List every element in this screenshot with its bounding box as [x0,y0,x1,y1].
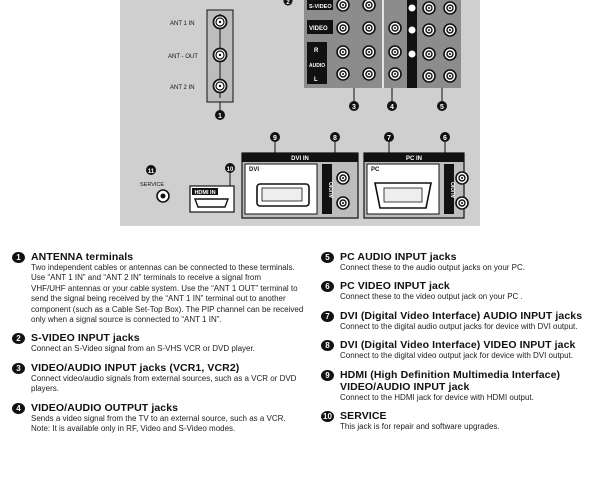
legend-title: S-VIDEO INPUT jacks [31,332,140,345]
callout-6: 6 [443,135,447,142]
legend-item-pc-audio [321,251,597,273]
label-pc-audio: AUDIO [451,181,457,199]
legend-description: Connect to the HDMI jack for device with HDMI output. [340,392,534,402]
legend-item-video-audio-output [12,402,302,435]
label-dvi: DVI [249,167,260,173]
label-pc-in: PC IN [405,156,423,162]
label-dvi-audio: AUDIO [329,181,335,199]
legend-title: PC AUDIO INPUT jacks [340,251,457,263]
legend-item-antenna [12,251,302,325]
legend-number: 10 [321,411,334,422]
legend-item-service [321,410,597,432]
callout-2: 2 [286,0,290,6]
legend-description: Connect to the digital video output jack for device with DVI output. [340,351,574,361]
label-l: L [314,77,318,83]
legend-description: Connect to the digital audio output jacks for device with DVI output. [340,321,578,331]
label-service: SERVICE [140,182,165,188]
legend-description: Connect video/audio signals from external sources, such as a VCR or DVD players. [31,373,297,394]
callout-11: 11 [147,169,155,175]
legend-number: 7 [321,311,334,322]
label-video: VIDEO [309,26,328,32]
legend-description: Two independent cables or antennas can be connected to these terminals. Use “ANT 1 IN” and “ANT 2 IN” terminals to receive a signal from VHF/UHF antennas or your cable system. Use the “ANT 1 OUT” terminal to send the signal being received by the “ANT 1 IN” terminal out to another component (such as a Cable Set-Top Box). The PIP channel can be received only when a signal source is connected to “ANT 1 IN”. [31,263,304,325]
legend-title: HDMI (High Definition Multimedia Interface) VIDEO/AUDIO INPUT jack [340,368,561,393]
legend-number: 5 [321,252,334,263]
legend-title: DVI (Digital Video Interface) VIDEO INPUT jack [340,339,576,352]
legend-number: 9 [321,370,334,381]
label-svideo: S-VIDEO [309,4,332,10]
legend-title: VIDEO/AUDIO INPUT jacks (VCR1, VCR2) [31,361,240,374]
label-pc: PC [371,167,380,173]
label-audio: AUDIO [309,63,326,69]
label-dvi-in: DVI IN [291,156,309,162]
label-ant1-in: ANT 1 IN [170,21,195,27]
legend-item-svideo [12,332,302,354]
callout-10: 10 [226,167,234,173]
callout-9: 9 [273,135,277,142]
legend-item-dvi-audio [321,310,597,332]
legend-title: SERVICE [340,410,387,423]
label-ant2-in: ANT 2 IN [170,85,195,91]
hdmi-port [195,199,228,207]
legend-right-column [321,251,597,439]
callout-5: 5 [440,104,444,111]
callout-3: 3 [352,104,356,111]
legend-description: Connect these to the audio output jacks on your PC. [340,263,526,272]
legend-number: 1 [12,252,25,263]
label-hdmi-in: HDMI IN [194,190,216,196]
legend-number: 4 [12,403,25,414]
legend-title: DVI (Digital Video Interface) AUDIO INPUT jacks [340,309,583,322]
legend-item-hdmi [321,369,597,403]
callout-7: 7 [387,135,391,142]
legend-description: Connect these to the video output jack on your PC . [340,292,523,302]
legend-item-dvi-video [321,339,597,361]
legend-number: 2 [12,333,25,344]
callout-1: 1 [218,113,222,120]
legend-item-video-audio-input [12,362,302,395]
legend-number: 6 [321,281,334,292]
legend-title: ANTENNA terminals [31,251,134,263]
legend-description: Connect an S-Video signal from an S-VHS VCR or DVD player. [31,344,255,354]
callout-4: 4 [390,104,394,111]
legend-left-column [12,251,302,441]
legend-description: This jack is for repair and software upgrades. [340,422,500,432]
callout-8: 8 [333,135,337,142]
legend-number: 3 [12,363,25,374]
legend-description: Sends a video signal from the TV to an external source, such as a VCR. Note: It is available only in RF, Video and S-Video modes. [31,413,286,434]
label-r: R [314,48,319,54]
legend-title: PC VIDEO INPUT jack [340,280,450,293]
legend-title: VIDEO/AUDIO OUTPUT jacks [31,401,179,414]
legend-item-pc-video [321,280,597,302]
label-ant-out: ANT - OUT [168,54,198,60]
legend-number: 8 [321,340,334,351]
